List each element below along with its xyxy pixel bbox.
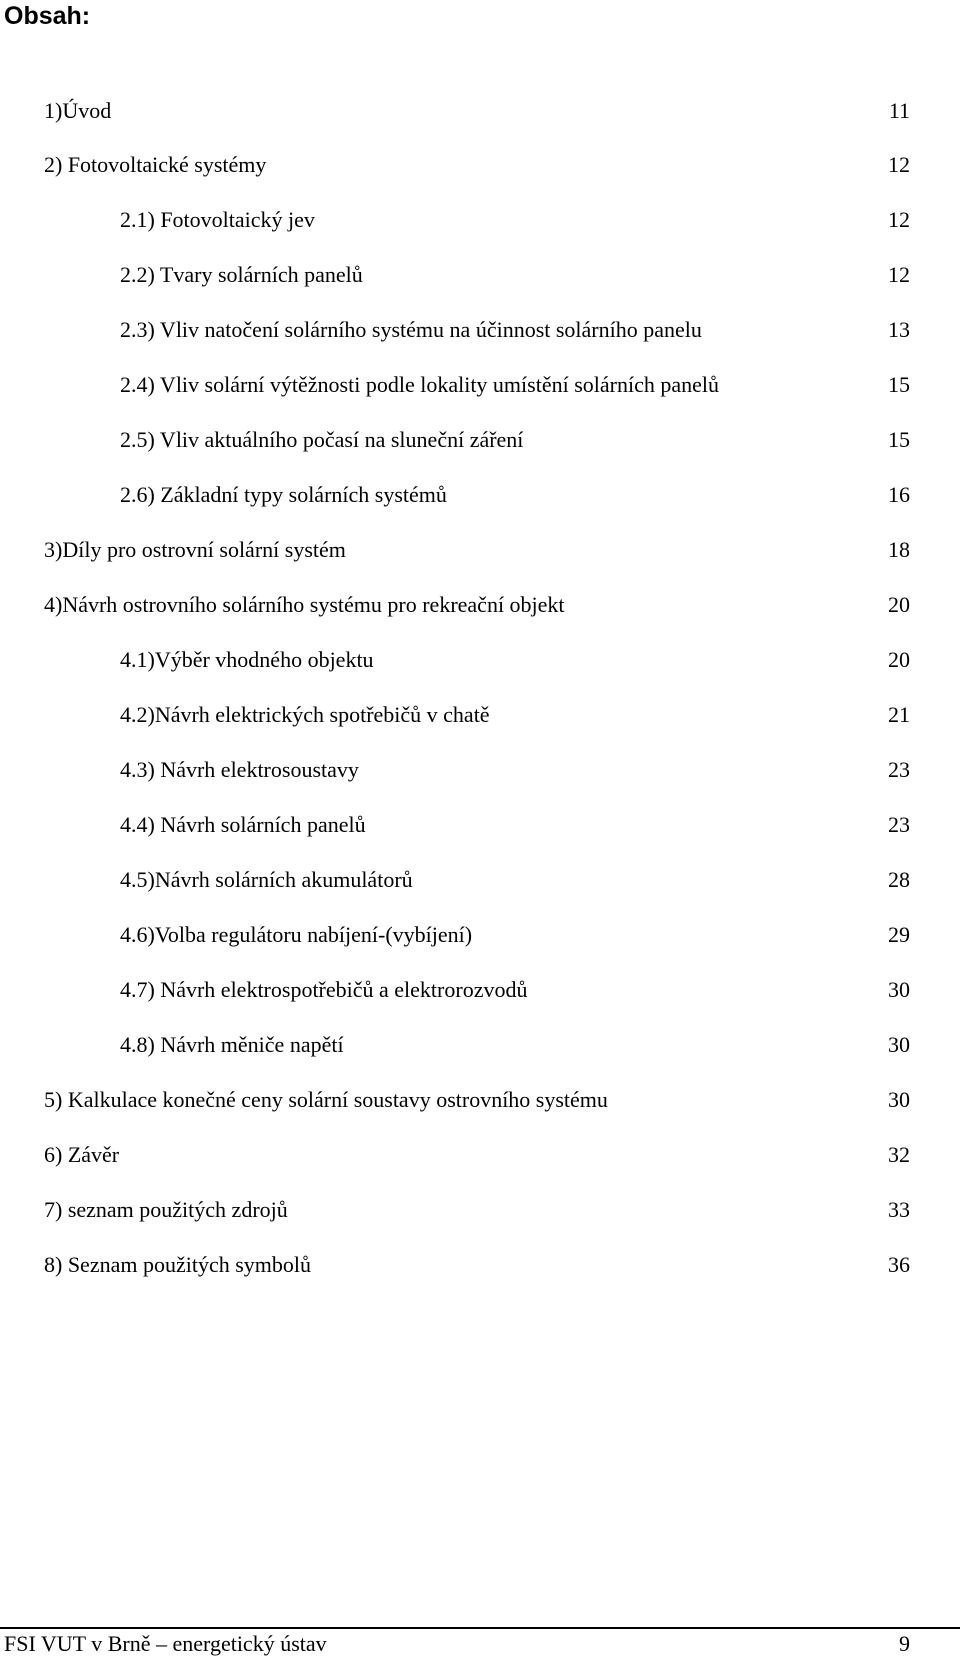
toc-entry[interactable] <box>0 425 960 455</box>
toc-entry[interactable] <box>0 975 960 1005</box>
toc-entry-label: 4.5)Návrh solárních akumulátorů <box>120 867 413 892</box>
toc-entry-label: 6) Závěr <box>44 1142 120 1167</box>
toc-entry-label: 4.6)Volba regulátoru nabíjení-(vybíjení) <box>120 922 473 947</box>
toc-entry-label: 2.5) Vliv aktuálního počasí na sluneční záření <box>120 427 524 452</box>
toc-entry-label: 1)Úvod <box>44 98 112 123</box>
toc-entry-page: 28 <box>888 867 910 892</box>
toc-entry-label: 4)Návrh ostrovního solárního systému pro rekreační objekt <box>44 592 565 617</box>
toc-entry[interactable] <box>0 1085 960 1115</box>
toc-entry-page: 23 <box>888 812 910 837</box>
toc-entry-page: 12 <box>888 262 910 287</box>
toc-entry[interactable] <box>0 810 960 840</box>
toc-entry-page: 11 <box>888 98 910 123</box>
toc-entry-page: 29 <box>888 922 910 947</box>
toc-entry-page: 30 <box>888 977 910 1002</box>
toc-entry-label: 4.4) Návrh solárních panelů <box>120 812 366 837</box>
toc-entry-page: 33 <box>888 1197 910 1222</box>
toc-entry[interactable] <box>0 1140 960 1170</box>
toc-entry[interactable] <box>0 865 960 895</box>
toc-entry-page: 32 <box>888 1142 910 1167</box>
toc-entry-label: 4.2)Návrh elektrických spotřebičů v chatě <box>120 702 490 727</box>
toc-entry-page: 12 <box>888 152 910 177</box>
footer-institution: FSI VUT v Brně – energetický ústav <box>4 1631 327 1656</box>
toc-entry-page: 30 <box>888 1087 910 1112</box>
toc-entry-label: 2.6) Základní typy solárních systémů <box>120 482 447 507</box>
toc-entry[interactable] <box>0 700 960 730</box>
footer-divider <box>0 1627 960 1629</box>
toc-entry-label: 2) Fotovoltaické systémy <box>44 152 267 177</box>
page-title: Obsah: <box>4 2 91 30</box>
toc-entry-label: 8) Seznam použitých symbolů <box>44 1252 312 1277</box>
toc-entry-label: 4.3) Návrh elektrosoustavy <box>120 757 359 782</box>
toc-entry[interactable] <box>0 480 960 510</box>
toc-entry[interactable] <box>0 315 960 345</box>
toc-entry[interactable] <box>0 205 960 235</box>
toc-entry-label: 3)Díly pro ostrovní solární systém <box>44 537 346 562</box>
toc-entry-page: 20 <box>888 647 910 672</box>
toc-entry[interactable] <box>0 645 960 675</box>
toc-entry[interactable] <box>0 370 960 400</box>
toc-entry-label: 2.3) Vliv natočení solárního systému na účinnost solárního panelu <box>120 317 702 342</box>
toc-entry-page: 16 <box>888 482 910 507</box>
toc-entry[interactable] <box>0 1250 960 1280</box>
toc-entry-label: 4.1)Výběr vhodného objektu <box>120 647 374 672</box>
toc-entry-label: 2.1) Fotovoltaický jev <box>120 207 315 232</box>
toc-entry[interactable] <box>0 920 960 950</box>
toc-entry-label: 5) Kalkulace konečné ceny solární soustavy ostrovního systému <box>44 1087 608 1112</box>
toc-entry-page: 30 <box>888 1032 910 1057</box>
toc-entry-page: 21 <box>888 702 910 727</box>
toc-entry[interactable] <box>0 1195 960 1225</box>
toc-entry-label: 7) seznam použitých zdrojů <box>44 1197 288 1222</box>
toc-entry[interactable] <box>0 96 960 126</box>
toc-entry-page: 13 <box>888 317 910 342</box>
toc-entry[interactable] <box>0 1030 960 1060</box>
toc-entry[interactable] <box>0 535 960 565</box>
toc-entry-label: 4.7) Návrh elektrospotřebičů a elektrorozvodů <box>120 977 528 1002</box>
toc-entry-page: 15 <box>888 427 910 452</box>
toc-entry[interactable] <box>0 150 960 180</box>
toc-entry-label: 2.2) Tvary solárních panelů <box>120 262 363 287</box>
toc-entry[interactable] <box>0 260 960 290</box>
toc-entry-label: 4.8) Návrh měniče napětí <box>120 1032 344 1057</box>
toc-entry[interactable] <box>0 590 960 620</box>
toc-entry-page: 36 <box>888 1252 910 1277</box>
toc-entry-page: 12 <box>888 207 910 232</box>
toc-entry[interactable] <box>0 755 960 785</box>
toc-entry-page: 20 <box>888 592 910 617</box>
toc-entry-page: 18 <box>888 537 910 562</box>
toc-entry-label: 2.4) Vliv solární výtěžnosti podle lokality umístění solárních panelů <box>120 372 719 397</box>
toc-entry-page: 23 <box>888 757 910 782</box>
footer-page-number: 9 <box>899 1631 910 1656</box>
toc-entry-page: 15 <box>888 372 910 397</box>
